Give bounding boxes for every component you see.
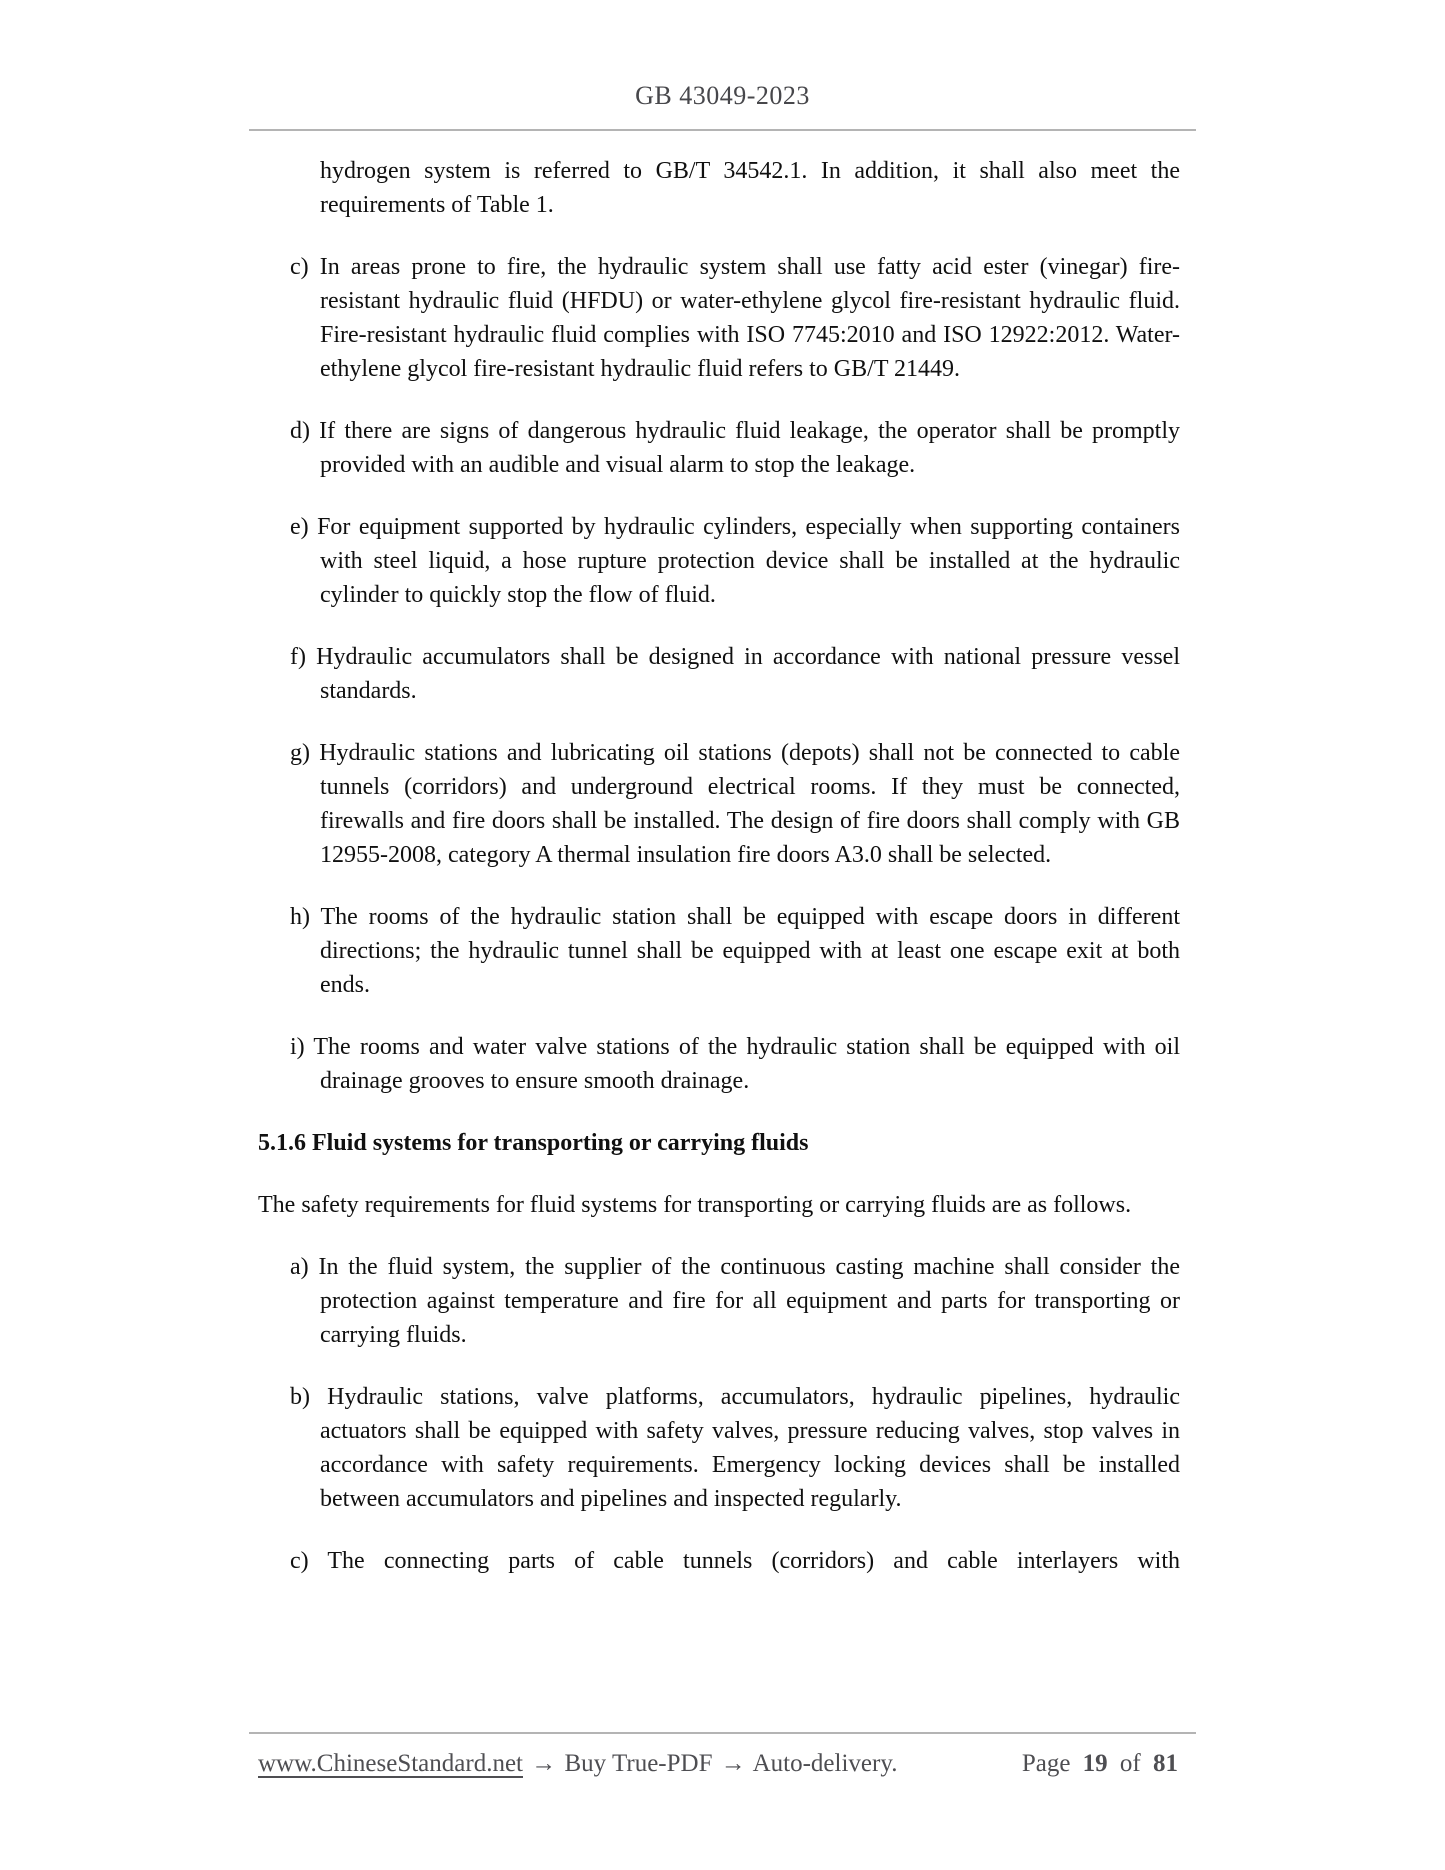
list-item-text: Hydraulic stations and lubricating oil stations (depots) shall not be connected to cable tunnels (corridors) and underground electrical rooms. If they must be connected, firewalls and fire doors shall be installed. The design of fire doors shall comply with GB 12955-2008, category A thermal insulation fire doors A3.0 shall be selected.: [319, 740, 1180, 868]
footer-delivery-text: Auto-delivery.: [752, 1750, 898, 1777]
list-item-label: c): [290, 1548, 309, 1574]
list-item-text: Hydraulic stations, valve platforms, accumulators, hydraulic pipelines, hydraulic actuators shall be equipped with safety valves, pressure reducing valves, stop valves in accordance with safety requirements. Emergency locking devices shall be installed between accumulators and pipelines and inspected regularly.: [320, 1384, 1180, 1512]
list-item-text: If there are signs of dangerous hydraulic fluid leakage, the operator shall be promptly provided with an audible and visual alarm to stop the leakage.: [319, 418, 1181, 478]
list-item-text: The rooms of the hydraulic station shall be equipped with escape doors in different directions; the hydraulic tunnel shall be equipped with at least one escape exit at both ends.: [320, 904, 1180, 998]
continuation-paragraph: hydrogen system is referred to GB/T 34542.1. In addition, it shall also meet the requirements of Table 1.: [320, 158, 1180, 218]
list-item-label: c): [290, 254, 309, 280]
list-item-label: f): [290, 644, 306, 670]
section-heading: 5.1.6 Fluid systems for transporting or carrying fluids: [258, 1130, 809, 1156]
list-item-text: For equipment supported by hydraulic cylinders, especially when supporting containers with steel liquid, a hose rupture protection device shall be installed at the hydraulic cylinder to quickly stop the flow of fluid.: [317, 514, 1180, 608]
list-item-label: a): [290, 1254, 309, 1280]
list-item-d: [258, 414, 1180, 482]
arrow-right-icon: →: [531, 1750, 557, 1777]
list-item-label: b): [290, 1384, 310, 1410]
list-item-label: d): [290, 418, 310, 444]
list-item-label: e): [290, 514, 309, 540]
list-item-e: [258, 510, 1180, 612]
list-item-text: The connecting parts of cable tunnels (corridors) and cable interlayers with: [327, 1548, 1180, 1574]
page-number: 19: [1082, 1750, 1108, 1777]
list-item-text: In the fluid system, the supplier of the continuous casting machine shall consider the protection against temperature and fire for all equipment and parts for transporting or carrying fluids.: [318, 1254, 1180, 1348]
footer-info: [258, 1748, 897, 1780]
footer-buy-text: Buy True-PDF: [564, 1750, 713, 1777]
page-indicator: [1022, 1748, 1178, 1780]
site-link[interactable]: www.ChineseStandard.net: [258, 1750, 523, 1777]
arrow-right-icon: →: [720, 1750, 746, 1777]
list-item-a2: [258, 1250, 1180, 1352]
section-intro-paragraph: The safety requirements for fluid systems for transporting or carrying fluids are as follows.: [258, 1192, 1132, 1218]
list-item-h: [258, 900, 1180, 1002]
page-total: 81: [1153, 1750, 1178, 1777]
list-item-label: g): [290, 740, 310, 766]
of-label: of: [1119, 1750, 1141, 1777]
page-label: Page: [1021, 1750, 1071, 1777]
list-item-text: The rooms and water valve stations of the hydraulic station shall be equipped with oil drainage grooves to ensure smooth drainage.: [313, 1034, 1180, 1094]
footer-rule: [249, 1732, 1196, 1734]
list-item-label: i): [290, 1034, 305, 1060]
list-item-f: [258, 640, 1180, 708]
list-item-label: h): [290, 904, 310, 930]
list-item-text: Hydraulic accumulators shall be designed in accordance with national pressure vessel standards.: [316, 644, 1181, 704]
list-item-i: [258, 1030, 1180, 1098]
page-body: [258, 154, 1180, 1606]
list-item-c2: [258, 1544, 1180, 1578]
list-item-g: [258, 736, 1180, 872]
list-item-b2: [258, 1380, 1180, 1516]
header-rule: [249, 129, 1196, 131]
list-item-c: [258, 250, 1180, 386]
list-item-text: In areas prone to fire, the hydraulic system shall use fatty acid ester (vinegar) fire-resistant hydraulic fluid (HFDU) or water-ethylene glycol fire-resistant hydraulic fluid. Fire-resistant hydraulic fluid complies with ISO 7745:2010 and ISO 12922:2012. Water-ethylene glycol fire-resistant hydraulic fluid refers to GB/T 21449.: [319, 254, 1181, 382]
page-header-title: GB 43049-2023: [635, 81, 810, 110]
